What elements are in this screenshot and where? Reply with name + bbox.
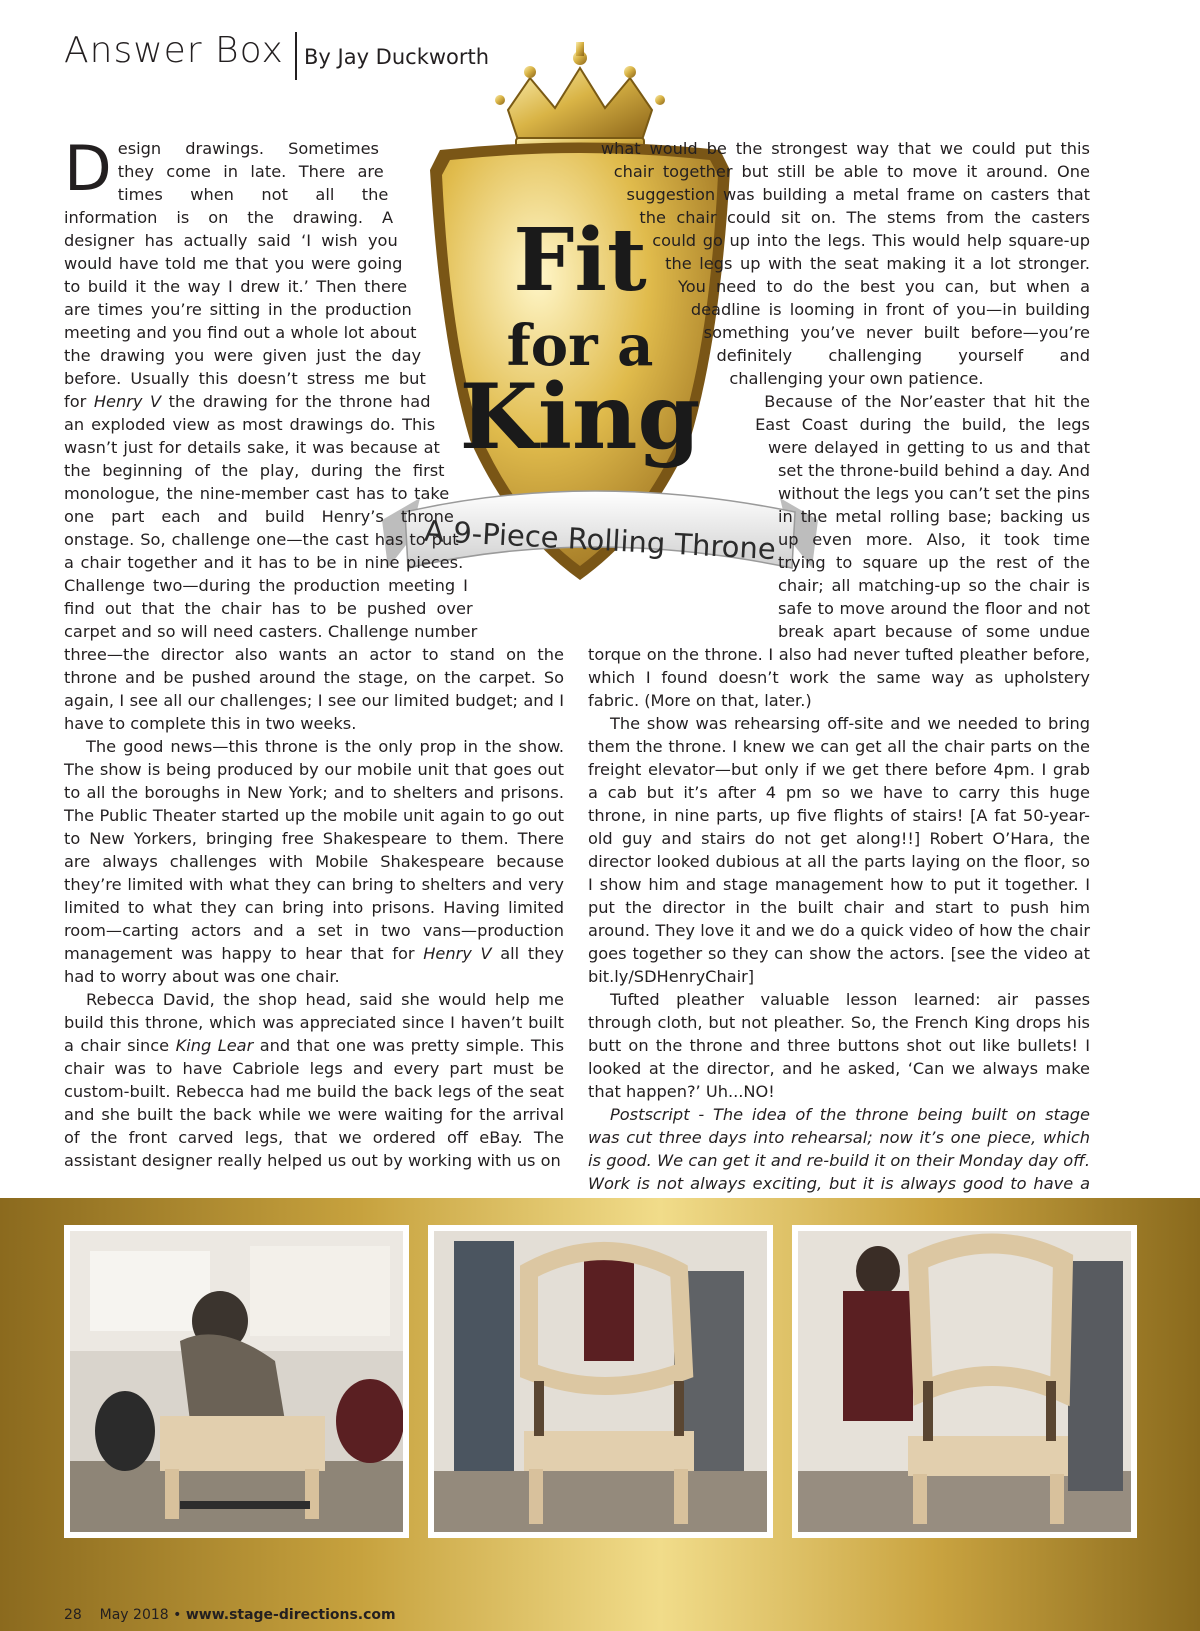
article-left-column xyxy=(64,132,564,1183)
page-number: 28 xyxy=(64,1607,82,1623)
footer-bullet: • xyxy=(173,1607,182,1623)
photo-2 xyxy=(428,1225,773,1538)
article-paragraph: The show was rehearsing off-site and we needed to bring them the throne. I knew we can get all the chair parts on the freight elevator—but only if we get there before 4pm. I grab a cab but it’s after 4 pm so we have to carry this huge throne, in nine parts, up five flights of stairs! [A fat 50-year-old guy and stairs do not get along!!] Robert O’Hara, the director looked dubious at all the parts laying on the floor, so I show him and stage management how to put it together. I put the director in the built chair and start to push him around. They love it and we do a quick video of how the chair goes together so they can show the actors. [see the video at bit.ly/SDHenryChair] xyxy=(588,714,1090,986)
photo-3-image xyxy=(798,1231,1131,1532)
crest-title-line2: for a xyxy=(506,313,654,379)
ribbon-text: A 9-Piece Rolling Throne xyxy=(423,513,777,567)
postscript: Postscript - The idea of the throne being built on stage was cut three days into rehearsal; now it’s one piece, which is good. We can get it and re-build it on their Monday day off. Work is not always exciting, but it is always good to have a xyxy=(588,1103,1090,1218)
crest-title-line1: Fit xyxy=(513,210,647,311)
article-paragraph: The good news—this throne is the only prop in the show. The show is being produced by our mobile unit that goes out to all the boroughs in New York; and to shelters and prisons. The Public Theater started up the mobile unit again to go out to New Yorkers, bringing free Shakespeare to them. There are always challenges with Mobile Shakespeare because they’re limited with what they can bring to shelters and very limited to what they can bring into prisons. Having limited room—carting actors and a set in two vans—production management was happy to hear that for Henry V all they had to worry about was one chair. xyxy=(64,737,564,986)
article-paragraph: what would be the strongest way that we could put this chair together but still be able to move it around. One suggestion was building a metal frame on casters that the chair could sit on. The stems from the casters could go up into the legs. This would help square-up the legs up with the seat making it a lot stronger. You need to do the best you can, but when a deadline is looming in front of you—in building something you’ve never built before—you’re definitely challenging yourself and challenging your own patience. xyxy=(600,139,1090,388)
article-paragraph: Because of the Nor’easter that hit the East Coast during the build, the legs were delayed in getting to us and that set the throne-build behind a day. And without the legs you can’t set the pins in the metal rolling base; backing us up even more. Also, it took time trying to square up the rest of the chair; all matching-up so the chair is safe to move around the floor and not break apart because of some undue torque on the throne. I also had never tufted pleather before, which I found doesn’t work the same way as upholstery fabric. (More on that, later.) xyxy=(588,392,1090,710)
byline: By Jay Duckworth xyxy=(304,45,490,69)
issue-date: May 2018 xyxy=(99,1607,169,1623)
crest-title-line3: King xyxy=(459,364,701,470)
article-paragraph: Tufted pleather valuable lesson learned: air passes through cloth, but not pleather. So, the French King drops his butt on the throne and three buttons shot out like bullets! I looked at the director, and he asked, ‘Can we always make that happen?’ Uh...NO! xyxy=(588,990,1090,1101)
section-title: Answer Box xyxy=(64,30,284,71)
article-paragraph: Rebecca David, the shop head, said she would help me build this throne, which was appreciated since I haven’t built a chair since King Lear and that one was pretty simple. This chair was to have Cabriole legs and every part must be custom-built. Rebecca had me build the back legs of the seat and she built the back while we were waiting for the arrival of the front carved legs, that we ordered off eBay. The assistant designer really helped us out by working with us on xyxy=(64,990,564,1170)
photo-2-image xyxy=(434,1231,767,1532)
title-divider xyxy=(295,32,297,80)
photo-3 xyxy=(792,1225,1137,1538)
article-paragraph: Design drawings. Sometimes they come in late. There are times when not all the information is on the drawing. A designer has actually said ‘I wish you would have told me that you were going to build it the way I drew it.’ Then there are times you’re sitting in the production meeting and you find out a whole lot about the drawing you were given just the day before. Usually this doesn’t stress me but for Henry V the drawing for the throne had an exploded view as most drawings do. This wasn’t just for details sake, it was because at the beginning of the play, during the first monologue, the nine-member cast has to take one part each and build Henry’s throne onstage. So, challenge one—the cast has to put a chair together and it has to be in nine pieces. Challenge two—during the production meeting I find out that the chair has to be pushed over carpet and so will need casters. Challenge number three—the director also wants an actor to stand on the throne and be pushed around the stage, on the carpet. So again, I see all our challenges; I see our limited budget; and I have to complete this in two weeks. xyxy=(64,132,564,733)
photo-1 xyxy=(64,1225,409,1538)
page-footer xyxy=(64,1607,396,1623)
photo-1-image xyxy=(70,1231,403,1532)
article-right-column xyxy=(588,137,1091,1193)
website-link[interactable]: www.stage-directions.com xyxy=(185,1607,396,1623)
drop-cap: D xyxy=(64,132,112,205)
